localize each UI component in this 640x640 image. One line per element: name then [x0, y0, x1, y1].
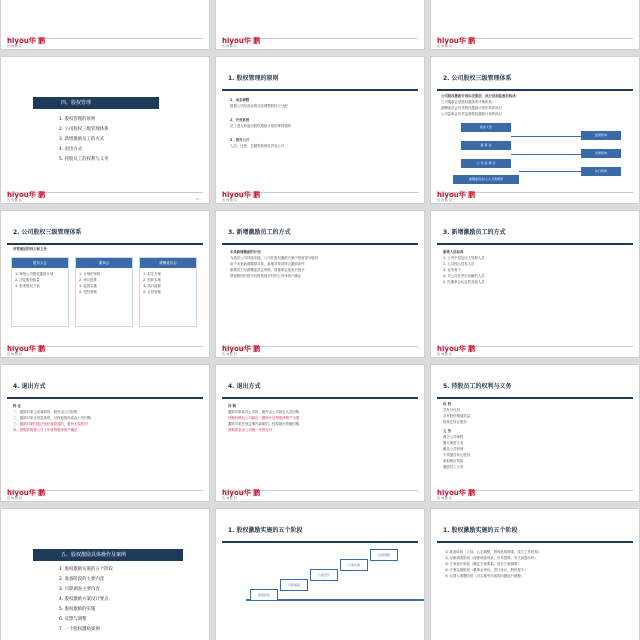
agenda-list: 1. 股权激励实施的五个阶段 2. 准备阶段的主要内容 3. 尽职调查主要内容 4. 股权激励方案设计要点 5. 股权激励的实施 6. 反馈与调整 7. 一个股权激励案例 — [59, 567, 113, 632]
column-board: 董事会 1. 计划的审核 2. 审议批准 3. 监督实施 4. 授权管理 — [75, 257, 133, 327]
slide-title: 2. 公司股权三级管理体系 — [443, 75, 512, 82]
column-shareholders: 股东大会 1. 审批公司股权激励计划 2. 决定股份数量 3. 批准股权方案 — [11, 257, 69, 327]
stage-step: 尽职调查 — [280, 579, 308, 591]
logo: hiyou华 鹏 咨 询 顾 问 — [222, 37, 261, 48]
section-band: 四、股权管理 — [33, 97, 159, 109]
page-number: 15 — [195, 197, 199, 201]
slide-title: 1. 股权管理的原则 — [228, 75, 279, 82]
logo: hiyou华 鹏 咨 询 顾 问 — [437, 345, 476, 356]
org-box: 股东大会 — [461, 123, 511, 132]
slide-title: 3. 新增激励员工的方式 — [228, 229, 291, 236]
body-text: 回 购 激励对象离开公司时，股份由公司指定人员回购 回购价格以公司最近一期审计后每股净资产为准 激励对象在锁定期内离职的，按原始出资额回购 回购资金由公司统一安排支付 — [228, 404, 300, 432]
intro-text: 公司股权激励计划由决策层、执行层和监督层构成： 公司董事会是股权激励的决策机构 薪酬委员会负责股权激励计划的具体执行 公司监事会负责监督股权激励计划的执行 — [441, 94, 519, 116]
logo: hiyou华 鹏 咨 询 顾 问 — [437, 37, 476, 48]
slide-principles[interactable] — [215, 56, 425, 204]
agenda-list: 1. 股权管理的原则 2. 公司股权三级管理体系 3. 新增激励员工的方式 4. 退出方式 5. 持股员工的权利与义务 — [59, 117, 109, 162]
slide-exit-2[interactable] — [215, 364, 425, 502]
logo: hiyou华 鹏 咨 询 顾 问 — [7, 489, 46, 500]
logo: hiyou华 鹏 咨 询 顾 问 — [7, 345, 46, 356]
slide-title: 3. 新增激励员工的方式 — [443, 229, 506, 236]
role-box: 监督机构 — [581, 131, 621, 140]
org-box: 薪酬委员会/人人力资源部 — [453, 175, 519, 184]
stage-step: 反馈调整 — [370, 549, 398, 561]
slide-title: 1. 股权激励实施的五个阶段 — [228, 527, 303, 534]
slide-five-stages[interactable] — [215, 508, 425, 640]
slide-rights[interactable] — [430, 364, 640, 502]
principle-list: 1、动态调整 根据公司经营业绩动态调整股权与分配 2、开放系统 员工进入和退出股权激励计划的规则透明 3、相对公开 人员、比例、总额等原则性内容公开 — [230, 98, 292, 148]
logo: hiyou华 鹏 咨 询 顾 问 — [437, 489, 476, 500]
slide-section-4[interactable] — [0, 56, 210, 204]
stage-step: 准备阶段 — [250, 589, 278, 601]
slide-title: 5. 持股员工的权利与义务 — [443, 383, 512, 390]
subtitle: 各管理层的权力和义务 — [13, 247, 47, 251]
org-box: 董 事 会 — [461, 141, 511, 150]
logo: hiyou华 鹏 咨 询 顾 问 — [7, 37, 46, 48]
slide-five-stages-2[interactable] — [430, 508, 640, 640]
slide-three-level-2[interactable] — [0, 210, 210, 358]
body-text: 权 利 享有分红权 享有股份增值收益 按规定转让股份 义 务 遵守公司章程 履行保密义务 服从公司管理 不得擅自转让股份 承担相应风险 激励员工义务 — [443, 402, 471, 469]
logo: hiyou华 鹏 咨 询 顾 问 — [222, 345, 261, 356]
slide-title: 4. 退出方式 — [228, 383, 261, 390]
stage-step: 方案设计 — [310, 569, 338, 581]
column-committee: 薪酬委员会 1. 拟定方案 2. 组织实施 3. 执行监督 4. 日常管理 — [139, 257, 197, 327]
slide-title: 2. 公司股权三级管理体系 — [13, 229, 82, 236]
logo: hiyou华 鹏 咨 询 顾 问 — [437, 191, 476, 202]
org-box: 公 司 监 事 会 — [461, 159, 511, 168]
slide-top-mid[interactable] — [215, 0, 425, 50]
body-text: 未来新增激励的计划 为适应公司持续发展，公司在股权激励方案中预留部分股份 用于未来新增激励对象，新增对象须符合激励条件 新增员工经薪酬委员会审核，报董事会批准后授予 预留股份的授予价格按授予时的公司净资产确定 — [230, 250, 319, 278]
stage-step: 方案实施 — [340, 559, 368, 571]
slide-top-right[interactable] — [430, 0, 640, 50]
slide-three-level[interactable] — [430, 56, 640, 204]
slide-section-5[interactable] — [0, 508, 210, 640]
slide-new-employees[interactable] — [215, 210, 425, 358]
slide-title: 4. 退出方式 — [13, 383, 46, 390]
logo: hiyou华 鹏 咨 询 顾 问 — [7, 191, 46, 202]
slide-new-standards[interactable] — [430, 210, 640, 358]
section-band: 五、股权激励具体操作及案例 — [33, 549, 183, 561]
logo: hiyou华 鹏 咨 询 顾 问 — [222, 191, 261, 202]
role-box: 执行机构 — [581, 167, 621, 176]
slide-title: 1. 股权激励实施的五个阶段 — [443, 527, 518, 534]
slide-top-left[interactable] — [0, 0, 210, 50]
body-text: 特 注 一、激励对象主动离职的，股份由公司回购 二、激励对象正常退休的，可保留股份或由公司回购 三、激励对象因违法违纪被辞退的，股份无偿收回 四、回购价格按公司上年度每股净资产确定 — [13, 404, 91, 432]
role-box: 决策机构 — [581, 149, 621, 158]
body-text: 1) 准备阶段（立项，心态调整，咨询机构聘请，成立工作机构） 2) 尽职调查阶段（深度调查现状、引导思路、有关问题分析） 3) 方案设计阶段（确定方案要素，进行方案测算） 4) 方案实施阶段（董事会审议、签订协议、股份授予） 5) 反馈与调整阶段（对实施中出现的问题进行调整） — [445, 550, 542, 578]
body-text: 新增人员标准 1. 公司中层及以上管理人员 2. 公司核心技术人员 3. 业务骨干 4. 对公司有突出贡献的人员 5. 经董事会认定的其他人员 — [443, 250, 485, 284]
slide-exit-1[interactable] — [0, 364, 210, 502]
logo: hiyou华 鹏 咨 询 顾 问 — [222, 489, 261, 500]
